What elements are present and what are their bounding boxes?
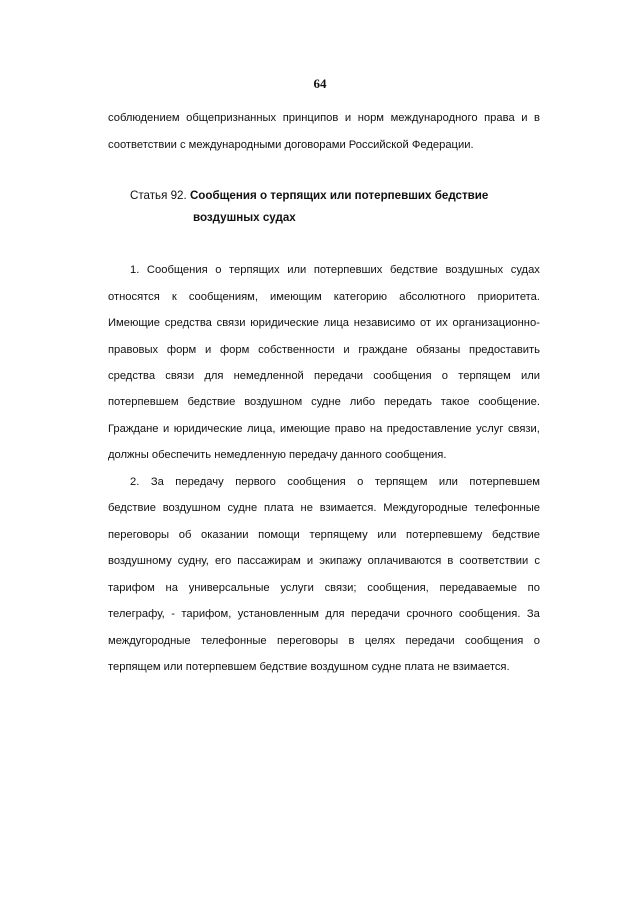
word: взимается. (319, 502, 377, 514)
word: имеющие (280, 423, 331, 435)
word: относятся (108, 291, 160, 303)
word: юридические (173, 423, 243, 435)
word: бедствие (492, 529, 540, 541)
word: немедленной (233, 370, 304, 382)
word: передать (383, 396, 432, 408)
word: сообщения. (459, 608, 521, 620)
paragraph2-line-3 (108, 527, 540, 543)
word: судне (311, 396, 341, 408)
word: не (300, 502, 313, 514)
word: или (520, 370, 540, 382)
word: За (150, 476, 164, 488)
word: судах (510, 264, 540, 276)
paragraph1-line-2 (108, 289, 540, 305)
word: бедствие (389, 264, 438, 276)
article-heading (130, 188, 488, 204)
word: абсолютного (399, 291, 466, 303)
word: Сообщения (146, 264, 208, 276)
word: Междугородные (383, 502, 468, 514)
word: - (171, 608, 175, 620)
word: передачу (175, 476, 224, 488)
word: такое (440, 396, 470, 408)
word: терпящем (458, 370, 511, 382)
word: целях (364, 635, 396, 647)
word: универсальные (188, 582, 270, 594)
word: и (306, 555, 314, 567)
word: имеющим (270, 291, 322, 303)
word: помощи (258, 529, 300, 541)
paragraph2-line-2 (108, 500, 540, 516)
paragraph2-line-7 (108, 633, 540, 649)
word: оказании (201, 529, 249, 541)
word: 1. (130, 264, 140, 276)
word: средства (164, 317, 212, 329)
word: воздушных (445, 264, 504, 276)
word: тарифом (108, 582, 155, 594)
word: и (163, 423, 170, 435)
word: средства (108, 370, 156, 382)
word: или (287, 264, 307, 276)
word: правовых (108, 344, 159, 356)
paragraph2-line-6 (108, 606, 540, 622)
paragraph1-line-5 (108, 368, 540, 384)
word: телефонные (201, 635, 267, 647)
word: о (441, 370, 449, 382)
word: передачи (405, 635, 455, 647)
word: сообщениям, (188, 291, 258, 303)
word: их (435, 317, 448, 329)
word: передаваемые (439, 582, 517, 594)
word: экипажу (319, 555, 362, 567)
article-title-line-1: Сообщения о терпящих или потерпевших бедствие (189, 189, 489, 202)
word: обязаны (416, 344, 461, 356)
paragraph1-line-7 (108, 421, 540, 437)
word: бедствие (187, 396, 236, 408)
word: связи, (507, 423, 540, 435)
article-number: Статья 92. (130, 189, 190, 202)
paragraph1-line-6 (108, 394, 540, 410)
word: сообщения (373, 370, 432, 382)
word: для (325, 608, 345, 620)
word: приоритета. (477, 291, 540, 303)
word: предоставить (469, 344, 540, 356)
word: принципов (282, 112, 339, 124)
word: воздушному (108, 555, 172, 567)
word: или (438, 476, 458, 488)
word: терпящем (374, 476, 428, 488)
paragraph2-line-5 (108, 580, 540, 596)
paragraph2-line-4 (108, 553, 540, 569)
word: международного (390, 112, 478, 124)
word: воздушном (244, 396, 303, 408)
word: либо (349, 396, 376, 408)
word: с (534, 555, 540, 567)
word: сообщения (464, 635, 524, 647)
word: срочного (406, 608, 453, 620)
word: передачи (350, 608, 401, 620)
word: установленным (237, 608, 319, 620)
word: телефонные (474, 502, 540, 514)
word: междугородные (108, 635, 191, 647)
word: организационно- (452, 317, 540, 329)
word: связи (216, 317, 246, 329)
word: о (215, 264, 222, 276)
word: первого (235, 476, 276, 488)
word: собственности (258, 344, 335, 356)
word: услуг (476, 423, 504, 435)
word: и (521, 112, 528, 124)
word: общепризнанных (186, 112, 277, 124)
word: Имеющие (108, 317, 161, 329)
word: оплачиваются (367, 555, 442, 567)
word: переговоры (277, 635, 339, 647)
word: категорию (333, 291, 388, 303)
word: терпящему (309, 529, 368, 541)
word: о (533, 635, 540, 647)
word: пассажирам (237, 555, 301, 567)
word: связи (165, 370, 195, 382)
word: права (484, 112, 515, 124)
word: лица (323, 317, 350, 329)
paragraph1-line-3 (108, 315, 540, 331)
word: в (534, 112, 540, 124)
word: потерпевших (313, 264, 383, 276)
word: передачи (314, 370, 364, 382)
word: переговоры (108, 529, 170, 541)
word: 2. (130, 476, 140, 488)
word: бедствие (108, 502, 156, 514)
word: граждане (358, 344, 408, 356)
word: судне (227, 502, 258, 514)
word: право (334, 423, 366, 435)
article-title-line-2: воздушных судах (193, 211, 296, 224)
word: терпящих (229, 264, 280, 276)
word: услуги (280, 582, 314, 594)
word: форм (166, 344, 197, 356)
paragraph1-line-4 (108, 342, 540, 358)
word: и (343, 344, 350, 356)
word: по (527, 582, 540, 594)
word: предоставление (386, 423, 472, 435)
word: о (357, 476, 364, 488)
word: соответствии (459, 555, 529, 567)
word: сообщения, (367, 582, 429, 594)
word: потерпевшем (108, 396, 179, 408)
word: норм (357, 112, 385, 124)
paragraph2-line-8: терпящем или потерпевшем бедствие воздушном судне плата не взимается. (108, 661, 510, 673)
page-number: 64 (313, 76, 327, 91)
word: его (214, 555, 232, 567)
word: сообщения (287, 476, 346, 488)
word: к (171, 291, 177, 303)
word: для (204, 370, 224, 382)
paragraph2-line-1 (130, 474, 540, 490)
word: телеграфу, (108, 608, 165, 620)
word: потерпевшем (469, 476, 540, 488)
word: на (369, 423, 383, 435)
word: от (420, 317, 432, 329)
word: лица, (246, 423, 276, 435)
word: независимо (353, 317, 416, 329)
word: юридические (250, 317, 319, 329)
word: связи; (324, 582, 357, 594)
paragraph1-line-1 (130, 262, 540, 278)
word: Граждане (108, 423, 159, 435)
paragraph1-line-8: должны обеспечить немедленную передачу данного сообщения. (108, 449, 447, 461)
word: судну, (177, 555, 209, 567)
word: соблюдением (108, 112, 180, 124)
word: плата (263, 502, 294, 514)
word: форм (219, 344, 250, 356)
word: воздушном (162, 502, 221, 514)
word: сообщение. (478, 396, 540, 408)
word: тарифом, (181, 608, 232, 620)
word: За (526, 608, 540, 620)
word: об (178, 529, 192, 541)
word: потерпевшему (406, 529, 483, 541)
word: на (165, 582, 178, 594)
word: или (377, 529, 397, 541)
intro-line-1 (108, 110, 540, 126)
word: и (344, 112, 352, 124)
intro-line-2: соответствии с международными договорами Российской Федерации. (108, 139, 474, 151)
word: в (348, 635, 355, 647)
word: в (447, 555, 454, 567)
word: и (204, 344, 212, 356)
